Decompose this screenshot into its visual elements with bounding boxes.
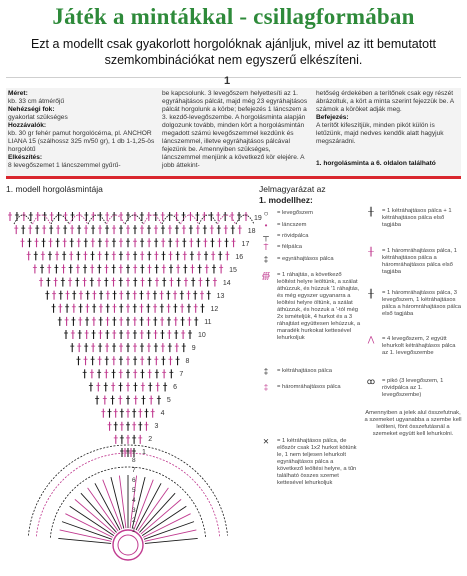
- round-number: 6: [173, 384, 178, 391]
- slip-stitch-icon: •: [264, 221, 268, 230]
- round-number: 4: [160, 410, 165, 417]
- legend-label: = 1 kétráhajtásos pálca + 1 kétráhajtásos pálca első tagjába: [382, 208, 452, 228]
- intro-text: Ezt a modellt csak gyakorlott horgolóknak ajánljuk, mivel az itt bemutatott szemkombinációkat nem egyszerű elkészíteni.: [30, 37, 437, 67]
- instructions-col-2: be kapcsolunk. 3 levegőszem helyettesíti az 1. egyráhajtásos pálcát, majd még 23 egyráhajtásos pálcát horgolunk a körbe; befejezés 1 láncszem a 3. kezdő-levegőszembe. A horgolásminta alapján dolgozunk tovább, minden kört a horgolásmintán megadott számú levegőszemmel kezdünk és láncszemmel, illetve egyráhajtásos pálcával fejezünk be. Amennyiben szükséges, láncszemmel menjünk a következő kör elejére. A jobb áttekint-: [162, 90, 308, 169]
- inner-spoke: [103, 480, 122, 529]
- legend-label: = 1 háromráhajtásos pálca, 3 levegőszem, 1 kétráhajtásos pálca a háromráhajtásos pálca első tagjába: [382, 290, 461, 317]
- diagram-title: 1. modell horgolásmintája: [6, 184, 103, 194]
- bobble-icon: ∰: [261, 271, 271, 280]
- round-number: 10: [198, 332, 206, 339]
- legend-label: = 1 ráhajtás, a következő leöltést helyre leöltünk, a szálat áthúzzuk, és húzzuk '1 ráhajtás, és még egyszer ugyanarra a leöltési helyre öltünk, a szálat áthúzzuk, és hozzuk a '-tól még 2x ismételjük, 4 hurkot és a 3 ráhajtást együttesen lehúzzuk, a maradék hurkokat kettesével lehurkoljuk: [277, 272, 361, 341]
- round-number: 13: [216, 293, 225, 300]
- round-number: 18: [247, 228, 256, 235]
- combo-3-icon: ╫: [368, 289, 374, 298]
- legend-label: = 1 háromráhajtásos pálca, 1 kétráhajtásos pálca a háromráhajtásos pálca első tagjába: [382, 248, 457, 275]
- legend-label: = egyráhajtásos pálca: [277, 256, 334, 262]
- legend-title: Jelmagyarázat az 1. modellhez:: [259, 184, 326, 205]
- cross-stitch-icon: ⨯: [262, 437, 270, 446]
- chain-icon: ○: [263, 209, 269, 218]
- triple-treble-icon: ‡: [263, 383, 269, 392]
- round-number: 7: [132, 467, 136, 474]
- inner-spoke: [142, 506, 186, 535]
- round-number: 5: [132, 487, 136, 494]
- round-number: 17: [241, 241, 250, 248]
- chain-scallop: [218, 215, 236, 224]
- round-number: 9: [191, 345, 196, 352]
- legend-label: = háromráhajtásos pálca: [277, 384, 341, 390]
- round-number: 11: [204, 319, 212, 326]
- inner-spoke: [88, 488, 119, 531]
- chain-scallop: [199, 215, 217, 224]
- round-number: 8: [132, 457, 136, 464]
- round-number: 4: [132, 497, 136, 504]
- round-number: 1: [142, 449, 146, 456]
- legend-label: = félpálca: [277, 244, 302, 250]
- legend-label: = rövidpálca: [277, 233, 309, 239]
- chain-scallop: [88, 215, 106, 224]
- picot-icon: ꝏ: [366, 377, 376, 386]
- chain-scallop: [107, 215, 125, 224]
- half-double-icon: Ṫ: [263, 243, 269, 252]
- cluster-icon: ⋀: [367, 335, 375, 344]
- inner-spoke: [138, 488, 169, 531]
- round-number: 3: [132, 507, 136, 514]
- inner-spoke: [70, 506, 114, 535]
- round-number: 5: [166, 397, 171, 404]
- inner-spoke: [119, 476, 126, 529]
- page-title: Játék a mintákkal - csillagformában: [52, 4, 415, 29]
- round-number: 8: [185, 358, 190, 365]
- short-stitch-icon: ┬: [263, 232, 269, 241]
- chain-scallop: [144, 215, 162, 224]
- round-number: 7: [179, 371, 184, 378]
- chain-scallop: [33, 215, 51, 224]
- base-ring-inner: [118, 535, 138, 555]
- round-number: 3: [154, 423, 159, 430]
- instructions-col-1: Méret: kb. 33 cm átmérőjű Nehézségi fok: gyakorlat szükséges Hozzávalók: kb. 30 gr fehér pamut horgolócérna, pl. ANCHOR LIANA 15 (szálhossz 325 m/50 gr), 1 db 1-1,25-ös horgolótű Elkészítés: 8 levegőszemet 1 láncszemmel gyűrű-: [8, 90, 155, 169]
- round-number: 2: [132, 517, 136, 524]
- round-number: 2: [148, 436, 153, 443]
- round-number: 12: [210, 306, 219, 313]
- chain-scallop: [162, 215, 180, 224]
- round-number: 15: [229, 267, 237, 274]
- round-number: 1: [132, 527, 136, 534]
- round-number: 16: [235, 254, 244, 261]
- inner-spoke: [111, 477, 124, 528]
- part-number: 1: [224, 75, 231, 87]
- double-crochet-icon: ‡: [263, 255, 269, 264]
- legend-label: = kétráhajtásos pálca: [277, 368, 332, 374]
- inner-spoke: [134, 480, 153, 529]
- legend-label: = láncszem: [277, 222, 307, 228]
- double-treble-icon: ‡: [263, 367, 269, 376]
- instructions-col-3: hetőség érdekében a terítőnek csak egy részét ábrázoltuk, a kört a minta szerint fejezzük be. A számok a köröket adják meg. Befejezés: A terítőt kifeszítjük, minden pikót külön is letűzünk, majd nedves kendők alatt hagyjuk megszáradni. 1. horgolásminta a 6. oldalon található: [316, 90, 454, 167]
- chain-scallop: [51, 215, 69, 224]
- round-number: 19: [254, 215, 262, 222]
- combo-1-icon: ╫: [368, 207, 374, 216]
- legend-label: = levegőszem: [277, 210, 313, 216]
- round-number: 14: [222, 280, 231, 287]
- round-number: 6: [132, 477, 136, 484]
- legend-label: = 1 kétráhajtásos pálca, de először csak 1x2 hurkot kötünk le, 1 nem teljesen lehurkolt egyráhajtásos pálca a következő leöltési helyre, a tűn található összes szemet kettesével lehurkoljuk: [277, 438, 357, 486]
- legend-label: Amennyiben a jelek alul összefutnak, a szemeket ugyanabba a szembe kell leölteni, fönt összefutásnál a szemeket együtt kell lehurkolni.: [364, 410, 462, 437]
- legend-label: = 4 levegőszem, 2 együtt lehurkolt kétráhajtásos pálca az 1. levegőszembe: [382, 336, 456, 356]
- combo-2-icon: ╫: [368, 247, 374, 256]
- legend-label: = pikó (3 levegőszem, 1 rövidpálca az 1. levegőszembe): [382, 378, 444, 398]
